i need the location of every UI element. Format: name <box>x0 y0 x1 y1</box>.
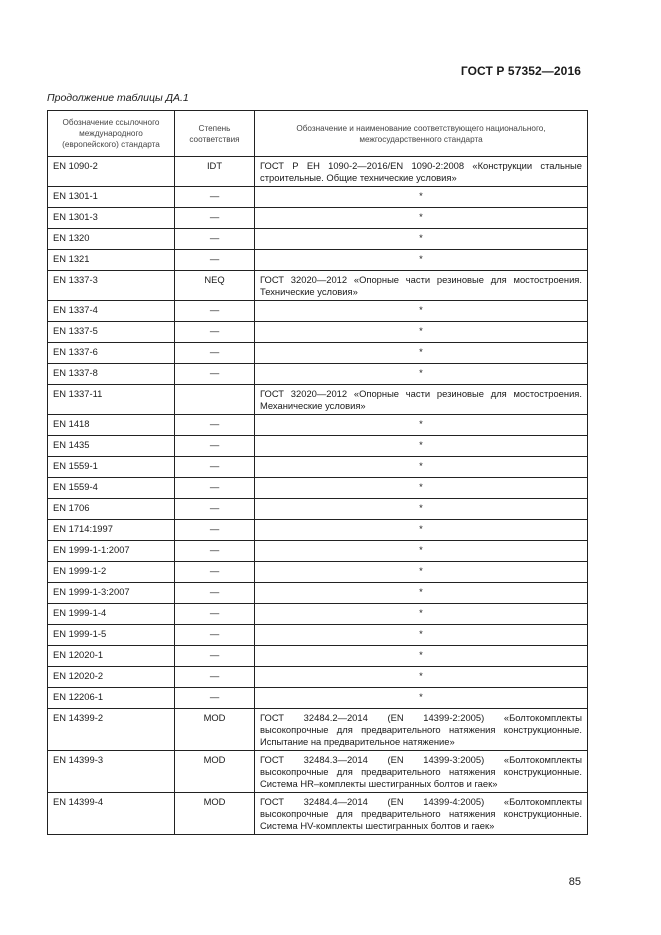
table-row <box>48 157 588 187</box>
cell-degree: — <box>175 604 255 625</box>
table-row <box>48 646 588 667</box>
cell-national-standard: ГОСТ 32020—2012 «Опорные части резиновые для мостостроения. Механические условия» <box>255 385 588 415</box>
cell-degree: — <box>175 322 255 343</box>
cell-international-standard: EN 1706 <box>48 499 175 520</box>
cell-national-standard: * <box>255 688 588 709</box>
cell-national-standard: * <box>255 229 588 250</box>
cell-national-standard: * <box>255 322 588 343</box>
cell-international-standard: EN 1320 <box>48 229 175 250</box>
cell-degree: MOD <box>175 709 255 751</box>
cell-degree: — <box>175 415 255 436</box>
table-row <box>48 436 588 457</box>
table-row <box>48 751 588 793</box>
cell-international-standard: EN 1301-3 <box>48 208 175 229</box>
document-code: ГОСТ Р 57352—2016 <box>460 64 581 78</box>
table-row <box>48 229 588 250</box>
cell-degree: — <box>175 457 255 478</box>
table-row <box>48 499 588 520</box>
cell-national-standard: * <box>255 541 588 562</box>
cell-international-standard: EN 1435 <box>48 436 175 457</box>
cell-national-standard: * <box>255 583 588 604</box>
table-row <box>48 343 588 364</box>
cell-international-standard: EN 14399-4 <box>48 793 175 835</box>
cell-international-standard: EN 1418 <box>48 415 175 436</box>
table-row <box>48 709 588 751</box>
cell-national-standard: * <box>255 415 588 436</box>
table-caption: Продолжение таблицы ДА.1 <box>47 92 189 104</box>
cell-degree <box>175 385 255 415</box>
cell-national-standard: * <box>255 562 588 583</box>
standards-table <box>47 110 588 835</box>
table-row <box>48 457 588 478</box>
cell-degree: IDT <box>175 157 255 187</box>
cell-degree: — <box>175 364 255 385</box>
table-row <box>48 625 588 646</box>
table-row <box>48 271 588 301</box>
cell-international-standard: EN 1999-1-1:2007 <box>48 541 175 562</box>
column-header-degree: Степень соответствия <box>175 111 255 157</box>
cell-international-standard: EN 1999-1-5 <box>48 625 175 646</box>
cell-international-standard: EN 14399-2 <box>48 709 175 751</box>
table-row <box>48 562 588 583</box>
cell-national-standard: * <box>255 499 588 520</box>
table-row <box>48 208 588 229</box>
cell-degree: — <box>175 520 255 541</box>
cell-national-standard: * <box>255 343 588 364</box>
cell-international-standard: EN 1337-11 <box>48 385 175 415</box>
table-row <box>48 583 588 604</box>
cell-national-standard: ГОСТ Р ЕН 1090-2—2016/EN 1090-2:2008 «Конструкции стальные строительные. Общие технические условия» <box>255 157 588 187</box>
cell-degree: — <box>175 187 255 208</box>
page-number: 85 <box>568 876 581 888</box>
table-row <box>48 385 588 415</box>
cell-degree: — <box>175 208 255 229</box>
cell-international-standard: EN 1337-6 <box>48 343 175 364</box>
cell-degree: — <box>175 625 255 646</box>
cell-national-standard: * <box>255 364 588 385</box>
cell-national-standard: * <box>255 436 588 457</box>
table-row <box>48 520 588 541</box>
cell-national-standard: * <box>255 646 588 667</box>
cell-international-standard: EN 12206-1 <box>48 688 175 709</box>
table-row <box>48 688 588 709</box>
table-row <box>48 541 588 562</box>
cell-international-standard: EN 12020-2 <box>48 667 175 688</box>
cell-international-standard: EN 1301-1 <box>48 187 175 208</box>
cell-national-standard: ГОСТ 32484.3—2014 (EN 14399-3:2005) «Болтокомплекты высокопрочные для предварительного натяжения конструкционные. Система HR–комплекты шестигранных болтов и гаек» <box>255 751 588 793</box>
table-row <box>48 364 588 385</box>
table-body <box>48 157 588 835</box>
cell-international-standard: EN 1999-1-3:2007 <box>48 583 175 604</box>
table-row <box>48 415 588 436</box>
cell-national-standard: * <box>255 667 588 688</box>
cell-international-standard: EN 1999-1-2 <box>48 562 175 583</box>
cell-degree: — <box>175 541 255 562</box>
cell-national-standard: * <box>255 478 588 499</box>
cell-international-standard: EN 1999-1-4 <box>48 604 175 625</box>
cell-national-standard: * <box>255 208 588 229</box>
cell-international-standard: EN 14399-3 <box>48 751 175 793</box>
table-row <box>48 667 588 688</box>
cell-degree: — <box>175 646 255 667</box>
cell-national-standard: * <box>255 250 588 271</box>
cell-international-standard: EN 1337-5 <box>48 322 175 343</box>
cell-degree: MOD <box>175 793 255 835</box>
table-row <box>48 187 588 208</box>
cell-degree: — <box>175 583 255 604</box>
cell-international-standard: EN 1559-4 <box>48 478 175 499</box>
cell-national-standard: ГОСТ 32020—2012 «Опорные части резиновые для мостостроения. Технические условия» <box>255 271 588 301</box>
table-row <box>48 604 588 625</box>
cell-degree: — <box>175 343 255 364</box>
cell-degree: — <box>175 436 255 457</box>
table-row <box>48 322 588 343</box>
cell-international-standard: EN 1714:1997 <box>48 520 175 541</box>
cell-international-standard: EN 1337-3 <box>48 271 175 301</box>
cell-degree: — <box>175 478 255 499</box>
cell-national-standard: ГОСТ 32484.4—2014 (EN 14399-4:2005) «Болтокомплекты высокопрочные для предварительного натяжения конструкционные. Система HV-комплекты шестигранных болтов и гаек» <box>255 793 588 835</box>
column-header-national-standard: Обозначение и наименование соответствующего национального, межгосударственного стандарта <box>255 111 588 157</box>
cell-national-standard: * <box>255 625 588 646</box>
cell-international-standard: EN 1337-8 <box>48 364 175 385</box>
cell-degree: — <box>175 499 255 520</box>
cell-national-standard: * <box>255 187 588 208</box>
cell-international-standard: EN 1337-4 <box>48 301 175 322</box>
table-header-row <box>48 111 588 157</box>
table-row <box>48 478 588 499</box>
cell-degree: — <box>175 688 255 709</box>
cell-international-standard: EN 12020-1 <box>48 646 175 667</box>
table-row <box>48 793 588 835</box>
cell-international-standard: EN 1090-2 <box>48 157 175 187</box>
cell-national-standard: * <box>255 604 588 625</box>
column-header-international-standard: Обозначение ссылочного международного (европейского) стандарта <box>48 111 175 157</box>
table-row <box>48 301 588 322</box>
cell-national-standard: ГОСТ 32484.2—2014 (EN 14399-2:2005) «Болтокомплекты высокопрочные для предварительного натяжения конструкционные. Испытание на предварительное натяжение» <box>255 709 588 751</box>
cell-degree: — <box>175 229 255 250</box>
cell-degree: — <box>175 250 255 271</box>
cell-international-standard: EN 1559-1 <box>48 457 175 478</box>
cell-national-standard: * <box>255 457 588 478</box>
cell-degree: — <box>175 301 255 322</box>
cell-degree: — <box>175 667 255 688</box>
cell-degree: MOD <box>175 751 255 793</box>
table-row <box>48 250 588 271</box>
cell-national-standard: * <box>255 301 588 322</box>
cell-degree: — <box>175 562 255 583</box>
cell-degree: NEQ <box>175 271 255 301</box>
cell-national-standard: * <box>255 520 588 541</box>
cell-international-standard: EN 1321 <box>48 250 175 271</box>
